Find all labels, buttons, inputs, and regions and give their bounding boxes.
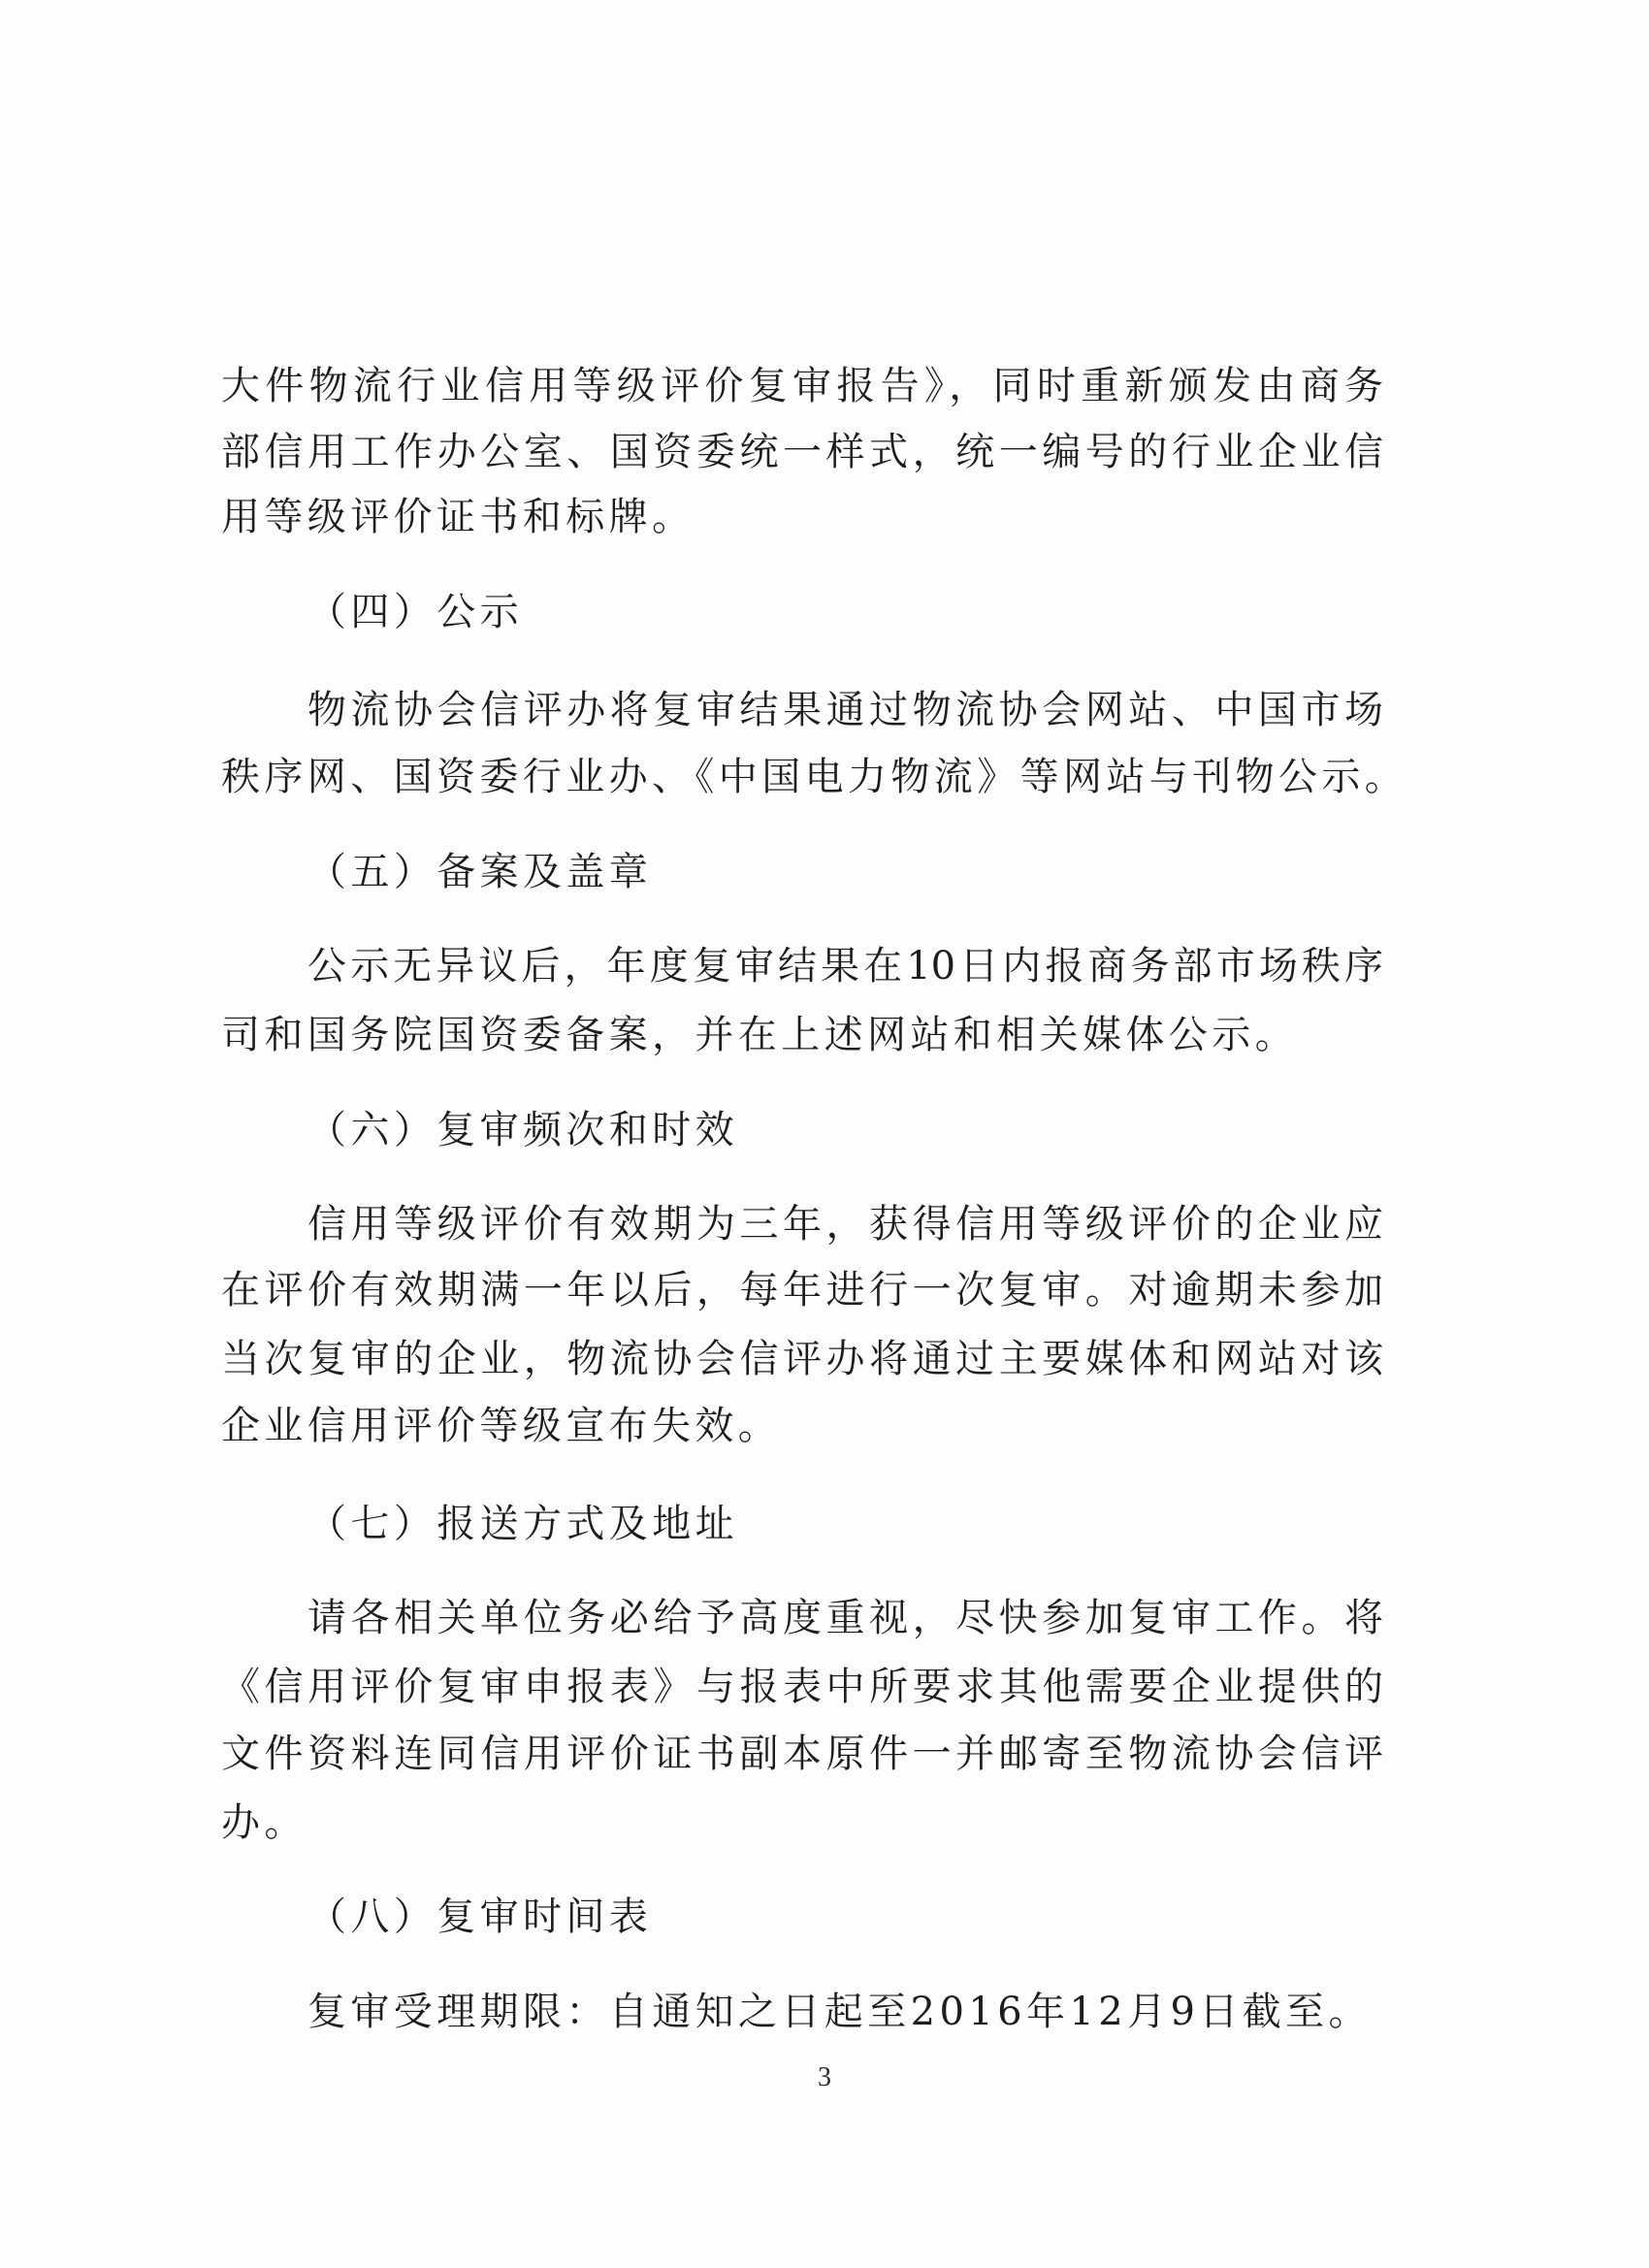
paragraph-line: 复审受理期限：自通知之日起至2016年12月9日截至。 — [307, 1990, 1372, 2034]
paragraph-line: 物流协会信评办将复审结果通过物流协会网站、中国市场 — [307, 688, 1383, 732]
paragraph-line: 用等级评价证书和标牌。 — [221, 495, 695, 539]
paragraph-line: 秩序网、国资委行业办、《中国电力物流》等网站与刊物公示。 — [221, 755, 1408, 799]
paragraph-line: 请各相关单位务必给予高度重视，尽快参加复审工作。将 — [307, 1596, 1383, 1640]
section-heading: （八）复审时间表 — [307, 1895, 653, 1939]
paragraph-line: 信用等级评价有效期为三年，获得信用等级评价的企业应 — [307, 1202, 1383, 1247]
paragraph-line: 大件物流行业信用等级评价复审报告》，同时重新颁发由商务 — [221, 364, 1383, 408]
paragraph-line: 办。 — [221, 1800, 307, 1845]
paragraph-line: 《信用评价复审申报表》与报表中所要求其他需要企业提供的 — [221, 1665, 1383, 1709]
section-heading: （六）复审频次和时效 — [307, 1108, 738, 1152]
section-heading: （五）备案及盖章 — [307, 850, 653, 894]
section-heading: （七）报送方式及地址 — [307, 1502, 738, 1546]
paragraph-line: 文件资料连同信用评价证书副本原件一并邮寄至物流协会信评 — [221, 1732, 1383, 1776]
paragraph-line: 公示无异议后，年度复审结果在10日内报商务部市场秩序 — [307, 944, 1383, 988]
paragraph-line: 部信用工作办公室、国资委统一样式，统一编号的行业企业信 — [221, 430, 1383, 474]
paragraph-line: 在评价有效期满一年以后，每年进行一次复审。对逾期未参加 — [221, 1268, 1383, 1312]
section-heading: （四）公示 — [307, 590, 523, 634]
paragraph-line: 企业信用评价等级宣布失效。 — [221, 1404, 782, 1448]
paragraph-line: 当次复审的企业，物流协会信评办将通过主要媒体和网站对该 — [221, 1337, 1383, 1381]
paragraph-line: 司和国务院国资委备案，并在上述网站和相关媒体公示。 — [221, 1013, 1298, 1057]
page-number: 3 — [818, 2062, 831, 2092]
